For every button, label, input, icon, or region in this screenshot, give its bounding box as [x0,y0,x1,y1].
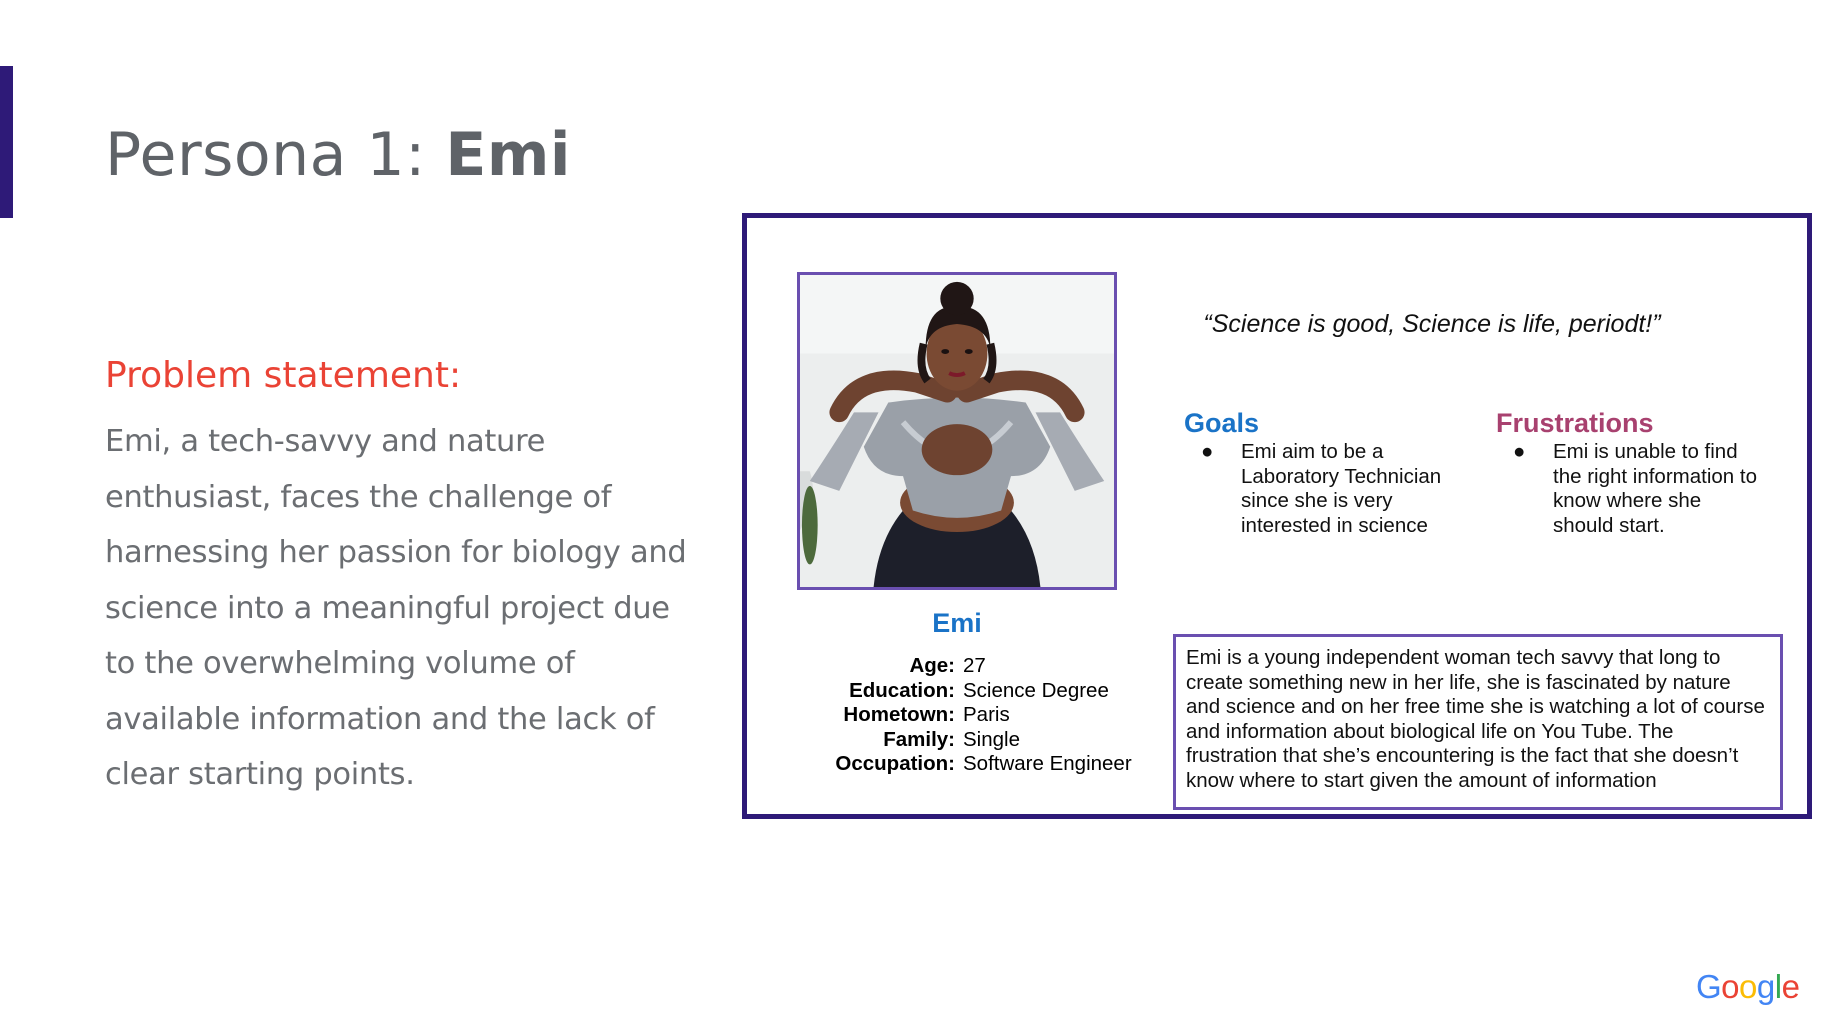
persona-quote: “Science is good, Science is life, periodt!” [1203,310,1661,338]
logo-letter: o [1721,968,1740,1005]
problem-statement-text: Emi, a tech-savvy and nature enthusiast, faces the challenge of harnessing her passion for biology and science into a meaningful project due to the overwhelming volume of available information and the lack of clear starting points. [105,424,687,792]
list-item [1501,440,1761,538]
persona-details [805,654,1132,777]
logo-letter: G [1696,968,1722,1005]
persona-name: Emi [932,608,982,638]
google-logo [1696,968,1799,1006]
detail-value: Paris [963,703,1010,726]
goals-list [1189,440,1449,538]
detail-label: Hometown: [843,703,955,726]
frustration-text: Emi is unable to find the right information to know where she should start. [1553,440,1757,537]
accent-bar [0,66,13,218]
detail-row-education [805,679,1132,704]
logo-letter: l [1774,968,1782,1005]
detail-value: Software Engineer [963,752,1132,775]
persona-bio: Emi is a young independent woman tech savvy that long to create something new in her life, she is fascinated by nature and science and on her free time she is watching a lot of course and information about biological life on You Tube. The frustration that she’s encountering is the fact that she doesn’t know where to start given the amount of information [1173,634,1783,810]
detail-label: Age: [909,654,955,677]
page-title-name: Emi [445,120,571,190]
detail-value: Single [963,727,1020,751]
detail-label: Family: [883,727,955,751]
logo-letter: o [1739,968,1757,1005]
goal-text: Emi aim to be a Laboratory Technician since she is very interested in science [1241,440,1442,537]
goals-heading: Goals [1184,408,1260,438]
detail-label: Education: [849,678,955,702]
logo-letter: g [1756,968,1775,1005]
persona-card [742,213,1812,819]
detail-value: 27 [963,654,986,677]
detail-row-occupation [805,752,1132,777]
detail-label: Occupation: [835,752,955,775]
persona-photo [797,272,1117,590]
bullet-icon: ● [1201,440,1214,463]
detail-row-family [805,728,1132,753]
frustrations-heading: Frustrations [1496,408,1654,438]
detail-row-age [805,654,1132,679]
frustrations-list [1501,440,1761,538]
persona-photo-illustration [800,275,1114,587]
logo-letter: e [1781,968,1800,1005]
page-title-prefix: Persona 1: [105,120,446,190]
bullet-icon: ● [1513,440,1526,463]
page-title [105,120,571,190]
detail-row-hometown [805,703,1132,728]
problem-statement-heading: Problem statement: [105,355,462,396]
list-item [1189,440,1449,538]
detail-value: Science Degree [963,678,1109,702]
